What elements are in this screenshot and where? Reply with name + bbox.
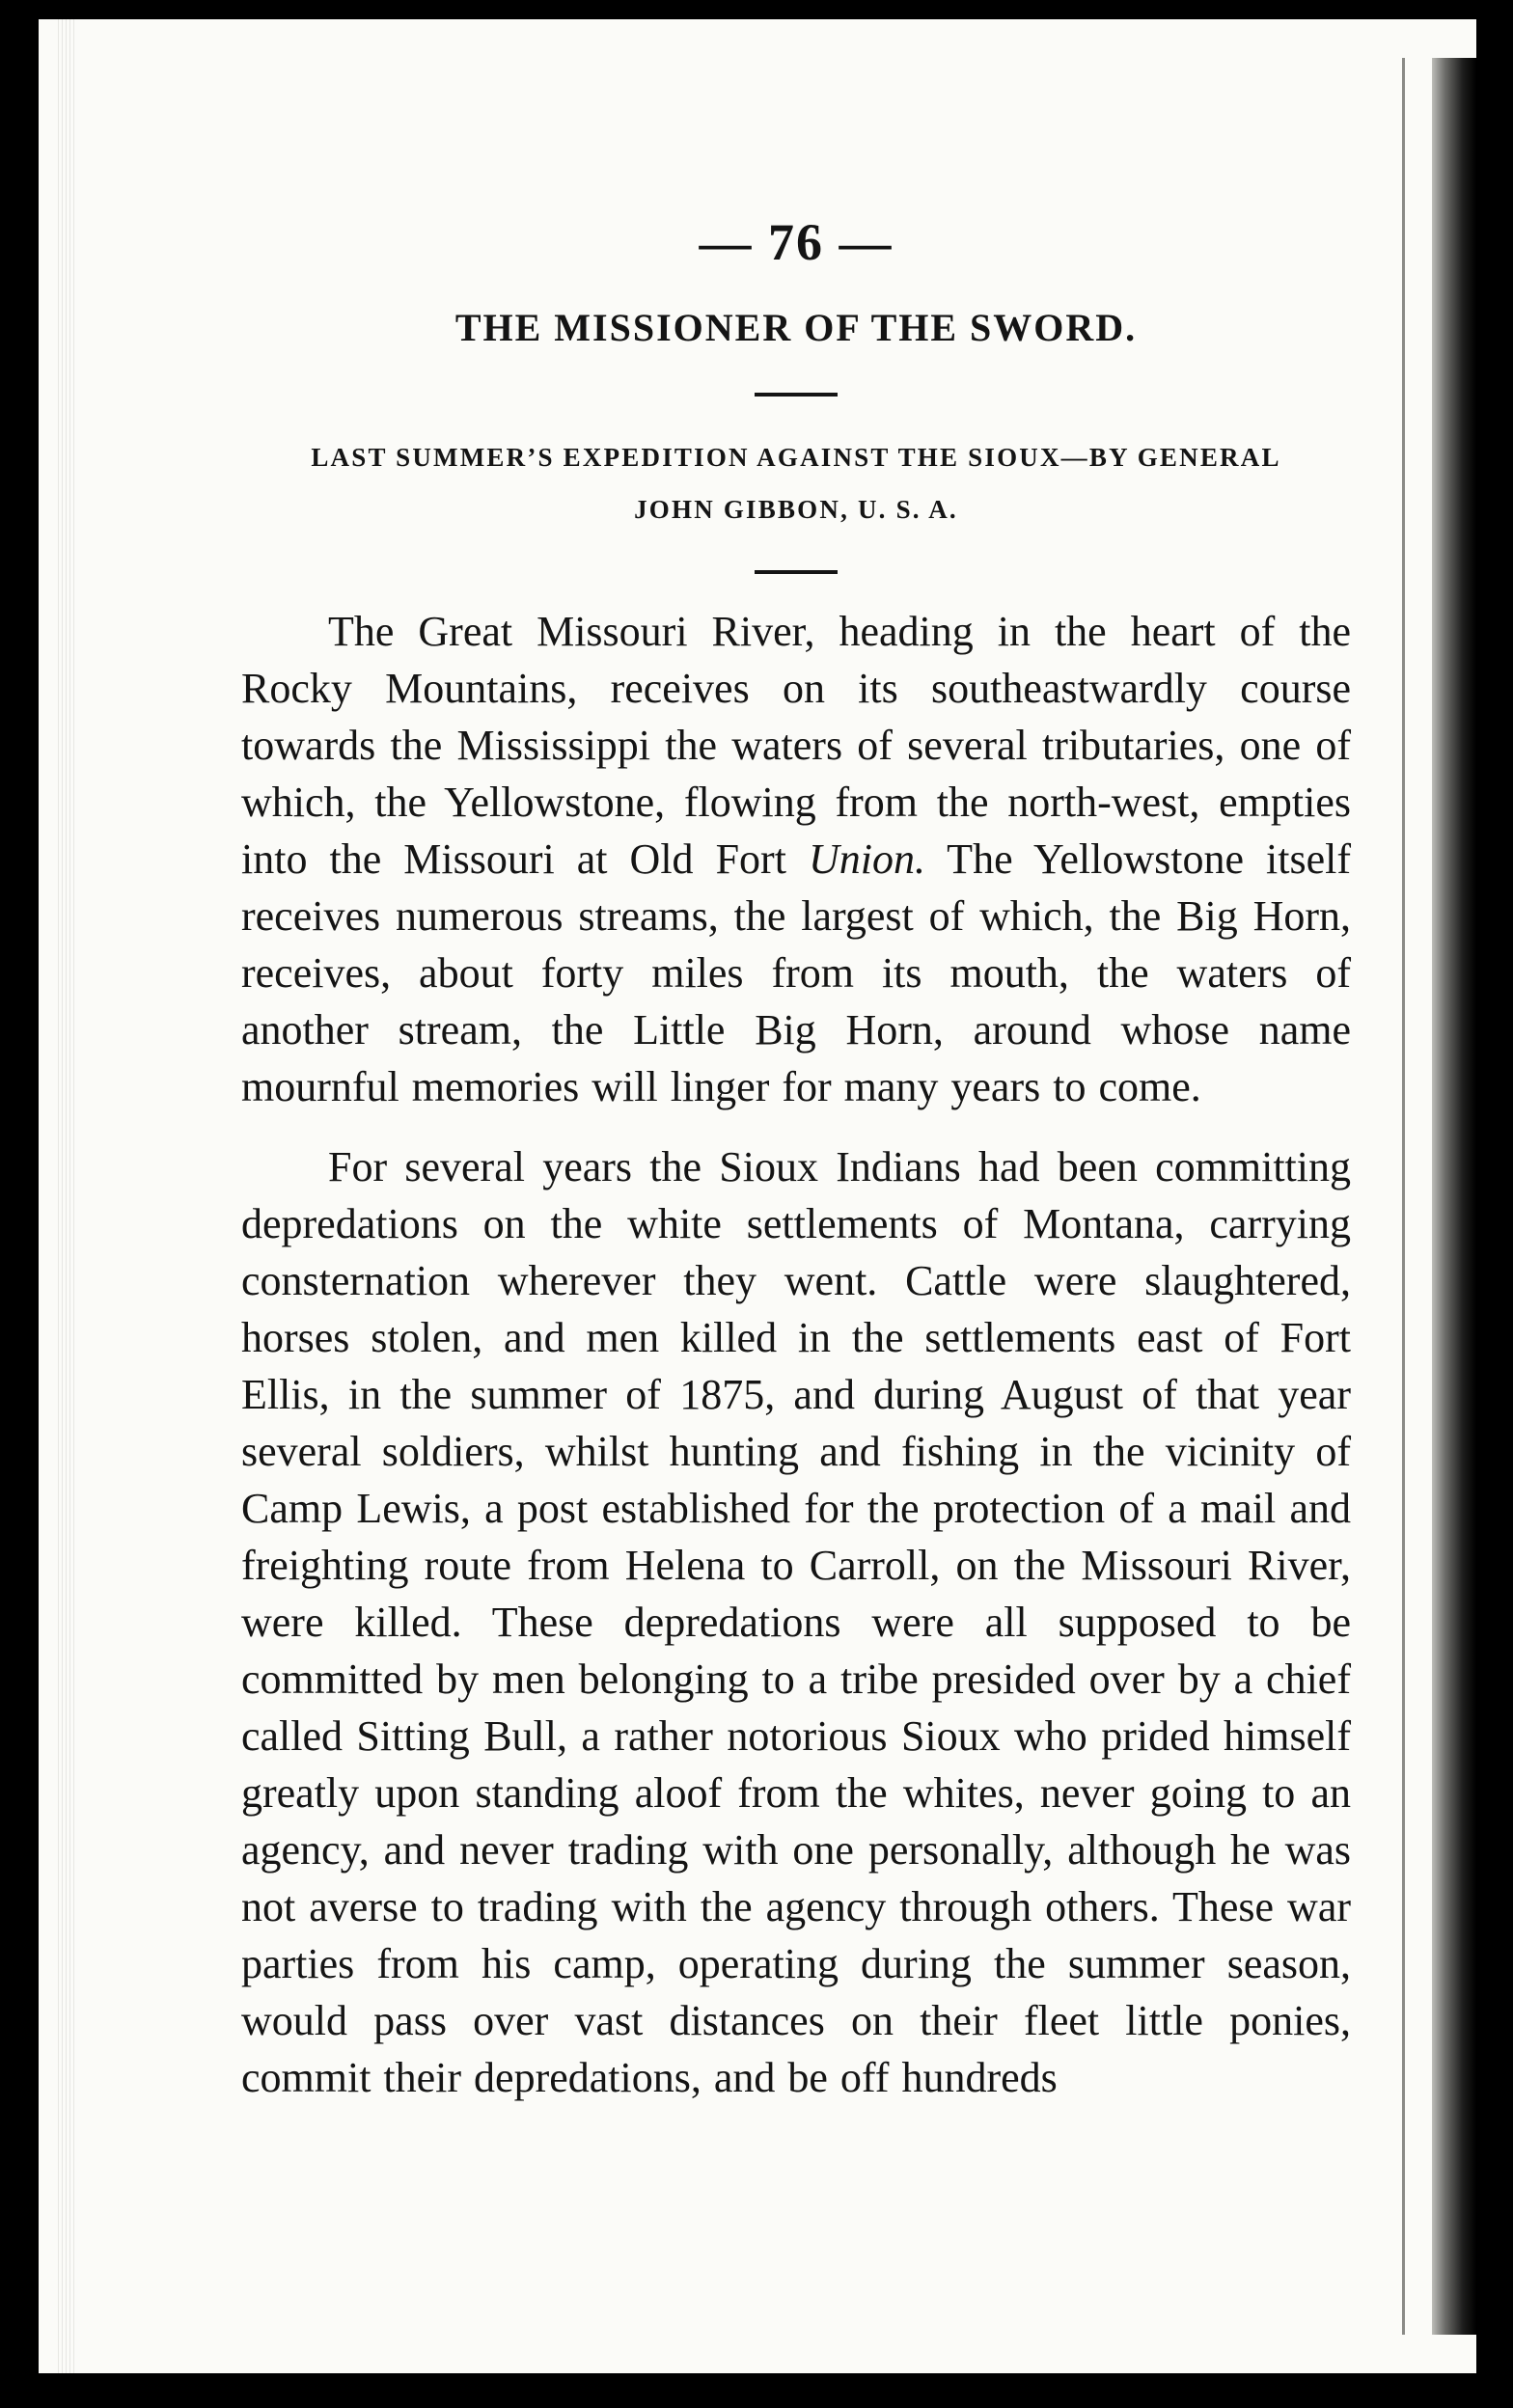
title-rule <box>755 393 838 397</box>
chapter-title: THE MISSIONER OF THE SWORD. <box>454 306 1138 349</box>
paragraph-1 <box>241 603 1351 1115</box>
binding-line <box>1402 58 1405 2335</box>
paragraph-1-text-b: The Yellowstone itself receives numerous streams, the largest of which, the Big Horn, receives, about forty miles from its mouth, the waters of another stream, the Little Big Horn, around whose name mournful memories will linger for many years to come. <box>241 835 1351 1110</box>
chapter-subtitle <box>241 431 1351 535</box>
subtitle-rule <box>755 570 838 574</box>
paragraph-1-italic: Union. <box>808 835 925 883</box>
binding-shadow <box>1432 58 1476 2335</box>
book-page <box>39 19 1476 2373</box>
subtitle-line-2: JOHN GIBBON, U. S. A. <box>634 495 958 524</box>
page-content <box>241 212 1351 2129</box>
subtitle-line-1: LAST SUMMER’S EXPEDITION AGAINST THE SIOUX—BY GENERAL <box>311 443 1281 472</box>
page-left-edge <box>58 19 75 2373</box>
paragraph-2: For several years the Sioux Indians had been committing depredations on the white settlements of Montana, carrying consternation wherever they went. Cattle were slaughtered, horses stolen, and men killed in the settlements east of Fort Ellis, in the summer of 1875, and during August of that year several soldiers, whilst hunting and fishing in the vicinity of Camp Lewis, a post established for the protection of a mail and freighting route from Helena to Carroll, on the Missouri River, were killed. These depredations were all supposed to be committed by men belonging to a tribe presided over by a chief called Sitting Bull, a rather notorious Sioux who prided himself greatly upon standing aloof from the whites, never going to an agency, and never trading with one personally, although he was not averse to trading with the agency through others. These war parties from his camp, operating during the summer season, would pass over vast distances on their fleet little ponies, commit their depredations, and be off hundreds <box>241 1143 1351 2101</box>
paragraph-1-text-a: The Great Missouri River, heading in the heart of the Rocky Mountains, receives on its southeastwardly course towards the Mississippi the waters of several tributaries, one of which, the Yellowstone, flowing from the north-west, empties into the Missouri at Old Fort <box>241 608 1351 883</box>
page-number: — 76 — <box>699 213 894 271</box>
